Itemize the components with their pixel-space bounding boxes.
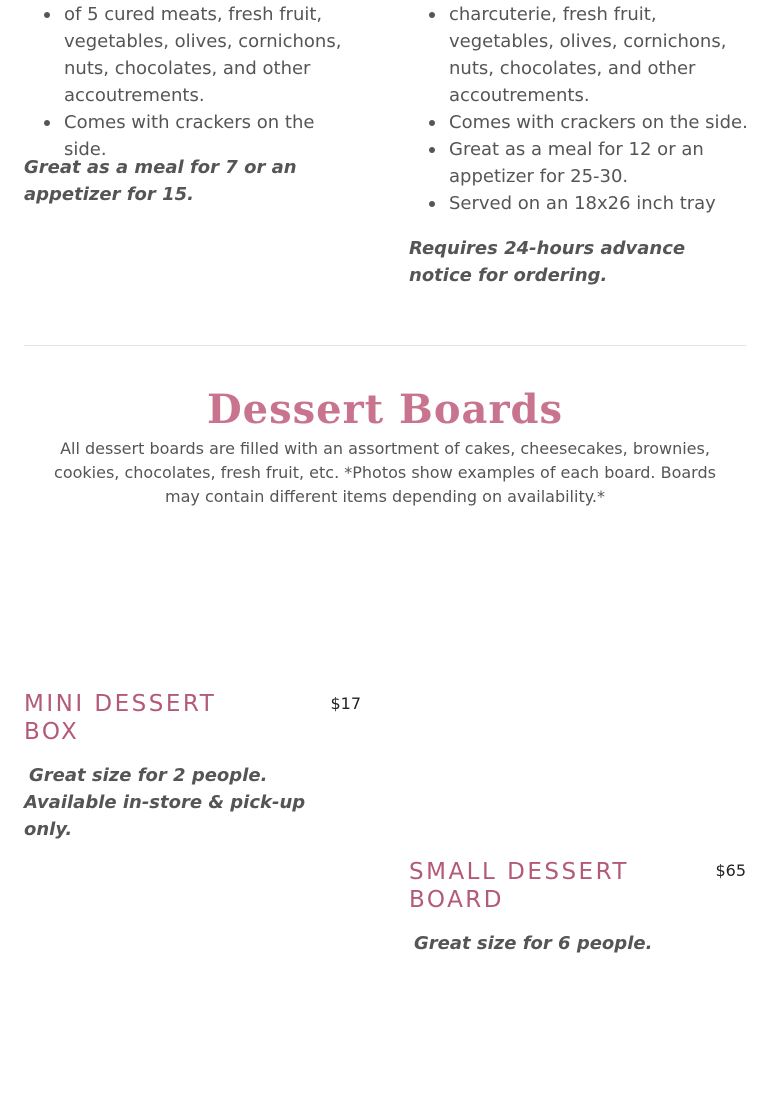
item-description: Great size for 6 people. (414, 933, 653, 954)
list-item: Great as a meal for 12 or an appetizer for 25-30. (449, 136, 749, 190)
list-item: of 5 cured meats, fresh fruit, vegetables, olives, cornichons, nuts, chocolates, and other accoutrements. (64, 1, 354, 109)
section-divider (24, 345, 746, 346)
bullet-icon (429, 12, 435, 18)
item-price: $17 (330, 694, 361, 713)
bullet-icon (429, 201, 435, 207)
item-title: SMALL DESSERT BOARD (409, 859, 629, 913)
left-board-features (64, 1, 354, 163)
bullet-icon (44, 120, 50, 126)
list-item: Served on an 18x26 inch tray (449, 190, 749, 217)
item-description: Great size for 2 people. Available in-store & pick-up only. (24, 765, 306, 840)
list-item: Comes with crackers on the side. (449, 109, 749, 136)
bullet-icon (44, 12, 50, 18)
right-board-features (449, 1, 749, 217)
left-board-note: Great as a meal for 7 or an appetizer for 15. (24, 157, 297, 205)
item-title: MINI DESSERT BOX (24, 691, 217, 745)
item-price: $65 (715, 861, 746, 880)
list-item: charcuterie, fresh fruit, vegetables, olives, cornichons, nuts, chocolates, and other accoutrements. (449, 1, 749, 109)
list-item: Comes with crackers on the side. (64, 109, 354, 163)
section-title: Dessert Boards (206, 386, 564, 433)
section-intro: All dessert boards are filled with an assortment of cakes, cheesecakes, brownies, cookies, chocolates, fresh fruit, etc. *Photos show examples of each board. Boards may contain different items depending on availability.* (54, 439, 716, 506)
bullet-icon (429, 120, 435, 126)
bullet-icon (429, 147, 435, 153)
right-board-note: Requires 24-hours advance notice for ordering. (409, 238, 686, 286)
